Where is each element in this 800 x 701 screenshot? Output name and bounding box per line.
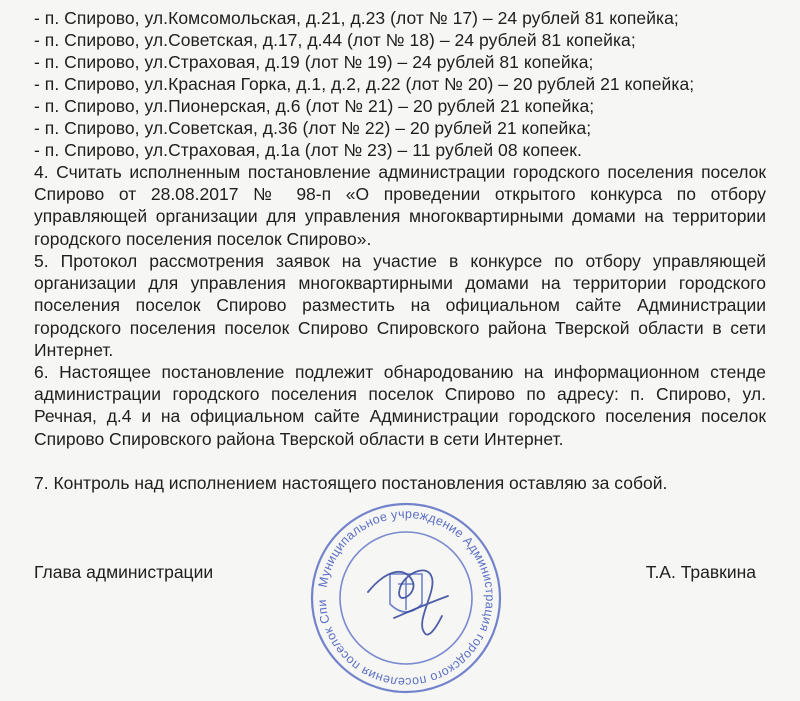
stamp-seal-icon <box>308 500 504 696</box>
signature-position: Глава администрации <box>34 562 214 582</box>
paragraph-7: 7. Контроль над исполнением настоящего постановления оставляю за собой. <box>34 473 668 493</box>
list-item: - п. Спирово, ул.Комсомольская, д.21, д.23 (лот № 17) – 24 рублей 81 копейка; <box>34 8 679 28</box>
paragraph-5: 5. Протокол рассмотрения заявок на участие в конкурсе по отбору управляющей организации для управления многоквартирными домами на территории городского поселения поселок Спирово разместить на официальном сайте Администрации городского поселения поселок Спирово Спировского района Тверской области в сети Интернет. <box>34 251 766 360</box>
official-stamp <box>308 500 504 696</box>
paragraph-4: 4. Считать исполненным постановление администрации городского поселения поселок Спирово от 28.08.2017 № 98-п «О проведении открытого конкурса по отбору управляющей организации для управления многоквартирными домами на территории городского поселения поселок Спирово». <box>34 162 766 249</box>
stamp-text: Муниципальное учреждение Администрация городского поселения поселок Спи <box>314 506 498 690</box>
signature-name: Т.А. Травкина <box>645 562 756 582</box>
list-item: - п. Спирово, ул.Советская, д.17, д.44 (лот № 18) – 24 рублей 81 копейка; <box>34 30 636 50</box>
list-item: - п. Спирово, ул.Страховая, д.19 (лот № 19) – 24 рублей 81 копейка; <box>34 52 594 72</box>
list-item: - п. Спирово, ул.Красная Горка, д.1, д.2, д.22 (лот № 20) – 20 рублей 21 копейка; <box>34 74 695 94</box>
list-item: - п. Спирово, ул.Пионерская, д.6 (лот № 21) – 20 рублей 21 копейка; <box>34 96 595 116</box>
list-item: - п. Спирово, ул.Советская, д.36 (лот № 22) – 20 рублей 21 копейка; <box>34 118 592 138</box>
paragraph-6: 6. Настоящее постановление подлежит обнародованию на информационном стенде администрации городского поселения поселок Спирово по адресу: п. Спирово, ул. Речная, д.4 и на официальном сайте Администрации городского поселения поселок Спирово Спировского района Тверской области в сети Интернет. <box>34 362 766 449</box>
list-item: - п. Спирово, ул.Страховая, д.1а (лот № 23) – 11 рублей 08 копеек. <box>34 140 582 160</box>
